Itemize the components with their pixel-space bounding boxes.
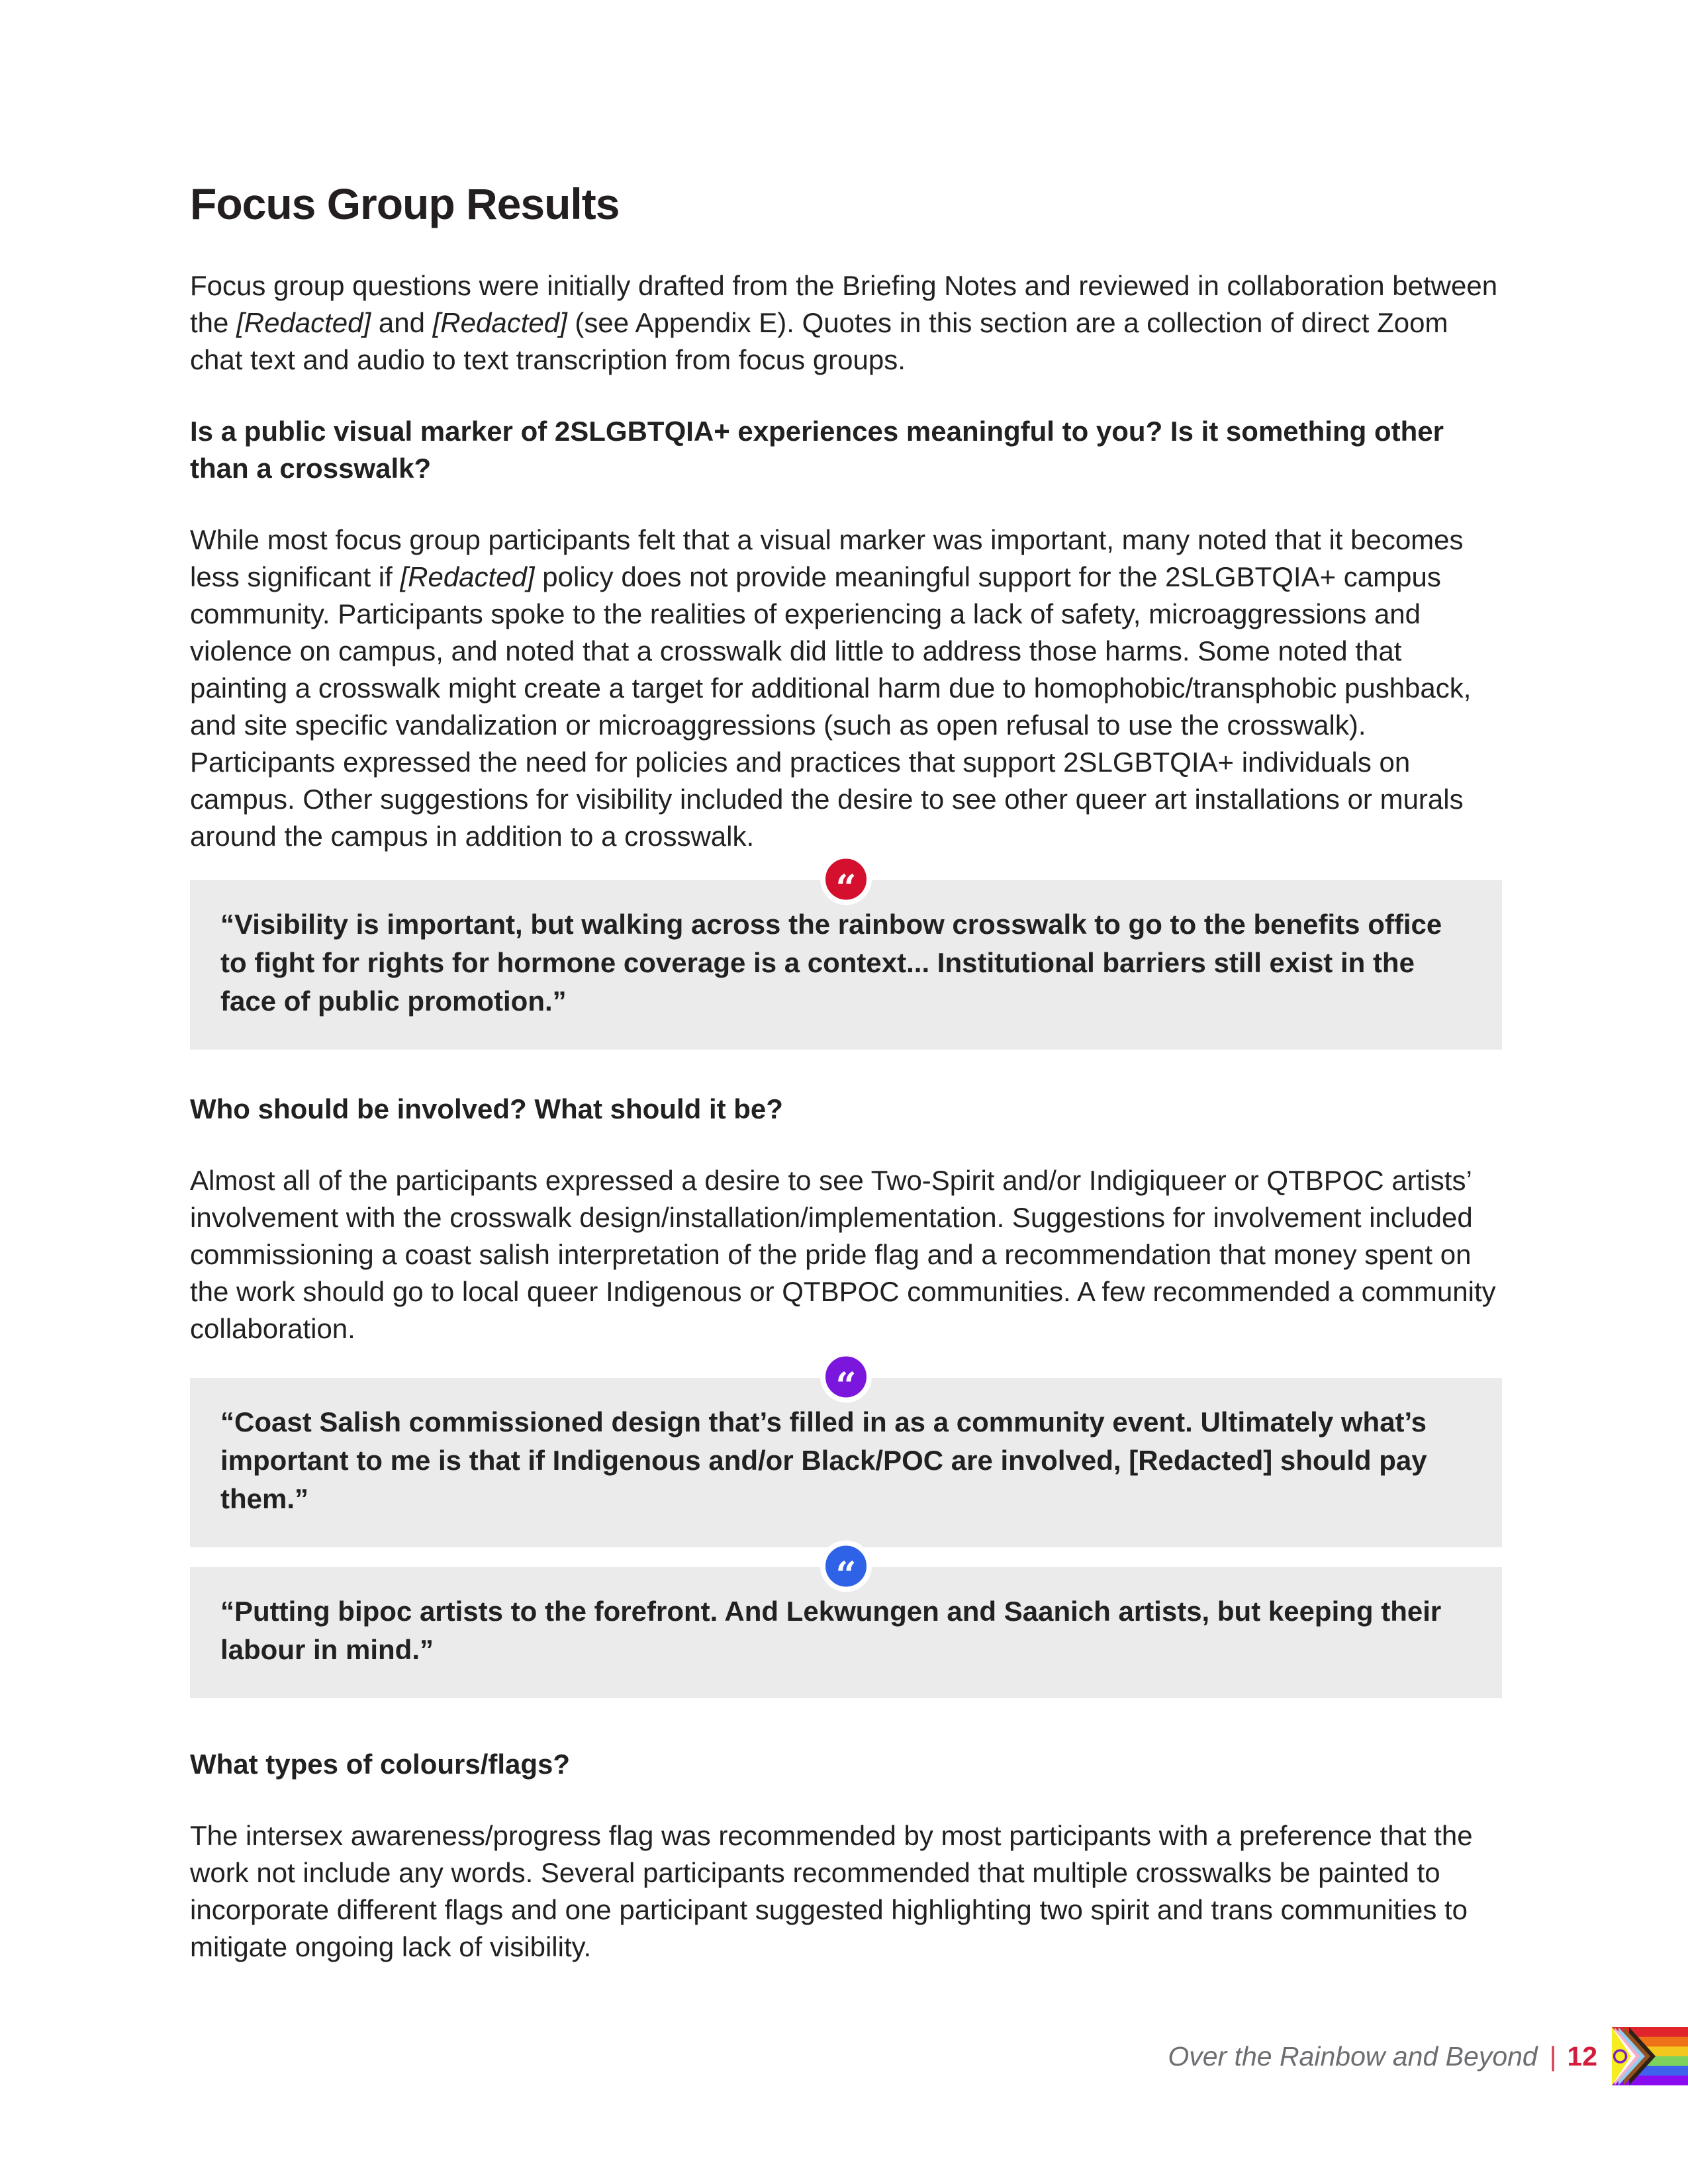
quote-box-visibility — [190, 866, 1502, 1050]
body-text: While most focus group participants felt that a visual marker was important, many noted that it becomes less significant if — [190, 524, 1464, 592]
redacted-text: [Redacted] — [432, 307, 567, 338]
redacted-text: [Redacted] — [236, 307, 371, 338]
footer-report-title: Over the Rainbow and Beyond — [1168, 2040, 1538, 2071]
quote-box-bipoc-artists — [190, 1553, 1502, 1698]
quote-text: “Putting bipoc artists to the forefront. And Lekwungen and Saanich artists, but keeping their labour in mind.” — [220, 1596, 1442, 1665]
footer-separator: | — [1549, 2040, 1557, 2071]
redacted-text: [Redacted] — [400, 561, 535, 592]
quote-text: “Coast Salish commissioned design that’s filled in as a community event. Ultimately what’s important to me is that if Indigenous and/or Black/POC are involved, [Redacted] should pay them.” — [220, 1406, 1427, 1514]
content-column — [190, 0, 1502, 1966]
quote-badge-blue — [820, 1540, 872, 1596]
page-number: 12 — [1567, 2040, 1597, 2071]
body-paragraph-colours-flags: The intersex awareness/progress flag was recommended by most participants with a preference that the work not include any words. Several participants recommended that multiple crosswalks be painted to incorporate different flags and one participant suggested highlighting two spirit and trans communities to mitigate ongoing lack of visibility. — [190, 1820, 1473, 1962]
intro-text: and — [371, 307, 433, 338]
page-title: Focus Group Results — [190, 179, 620, 228]
question-heading-colours-flags: What types of colours/flags? — [190, 1749, 571, 1780]
intro-text: Focus group questions were initially drafted from the Briefing Notes and reviewed in collaboration between the — [190, 270, 1498, 338]
quote-text: “Visibility is important, but walking across the rainbow crosswalk to go to the benefits office to fight for rights for hormone coverage is a context... Institutional barriers still exist in the face of public promotion.” — [220, 909, 1442, 1017]
intro-paragraph — [190, 267, 1502, 379]
quote-icon: “ — [835, 866, 857, 909]
quote-icon: “ — [835, 1553, 857, 1596]
quote-badge-red — [820, 853, 872, 909]
quote-icon: “ — [835, 1364, 857, 1407]
question-heading-who-involved: Who should be involved? What should it be? — [190, 1093, 783, 1124]
intro-text: (see Appendix E). Quotes in this section are a collection of direct Zoom chat text and audio to text transcription from focus groups. — [190, 307, 1448, 375]
question-heading-visual-marker: Is a public visual marker of 2SLGBTQIA+ experiences meaningful to you? Is it something other than a crosswalk? — [190, 416, 1444, 484]
body-text: policy does not provide meaningful support for the 2SLGBTQIA+ campus community. Participants spoke to the realities of experiencing a lack of safety, microaggressions and violence on campus, and noted that a crosswalk did little to address those harms. Some noted that painting a crosswalk might create a target for additional harm due to homophobic/transphobic pushback, and site specific vandalization or microaggressions (such as open refusal to use the crosswalk). Participants expressed the need for policies and practices that support 2SLGBTQIA+ individuals on campus. Other suggestions for visibility included the desire to see other queer art installations or murals around the campus in addition to a crosswalk. — [190, 561, 1472, 852]
quote-badge-purple — [820, 1351, 872, 1407]
progress-pride-flag-icon — [1612, 2027, 1688, 2085]
body-paragraph-visual-marker — [190, 522, 1502, 855]
body-paragraph-who-involved: Almost all of the participants expressed a desire to see Two-Spirit and/or Indigiqueer or QTBPOC artists’ involvement with the crosswalk design/installation/implementation. Suggestions for involvement included commissioning a coast salish interpretation of the pride flag and a recommendation that money spent on the work should go to local queer Indigenous or QTBPOC communities. A few recommended a community collaboration. — [190, 1165, 1496, 1344]
page-footer — [1168, 2027, 1688, 2085]
quote-box-coast-salish — [190, 1364, 1502, 1547]
